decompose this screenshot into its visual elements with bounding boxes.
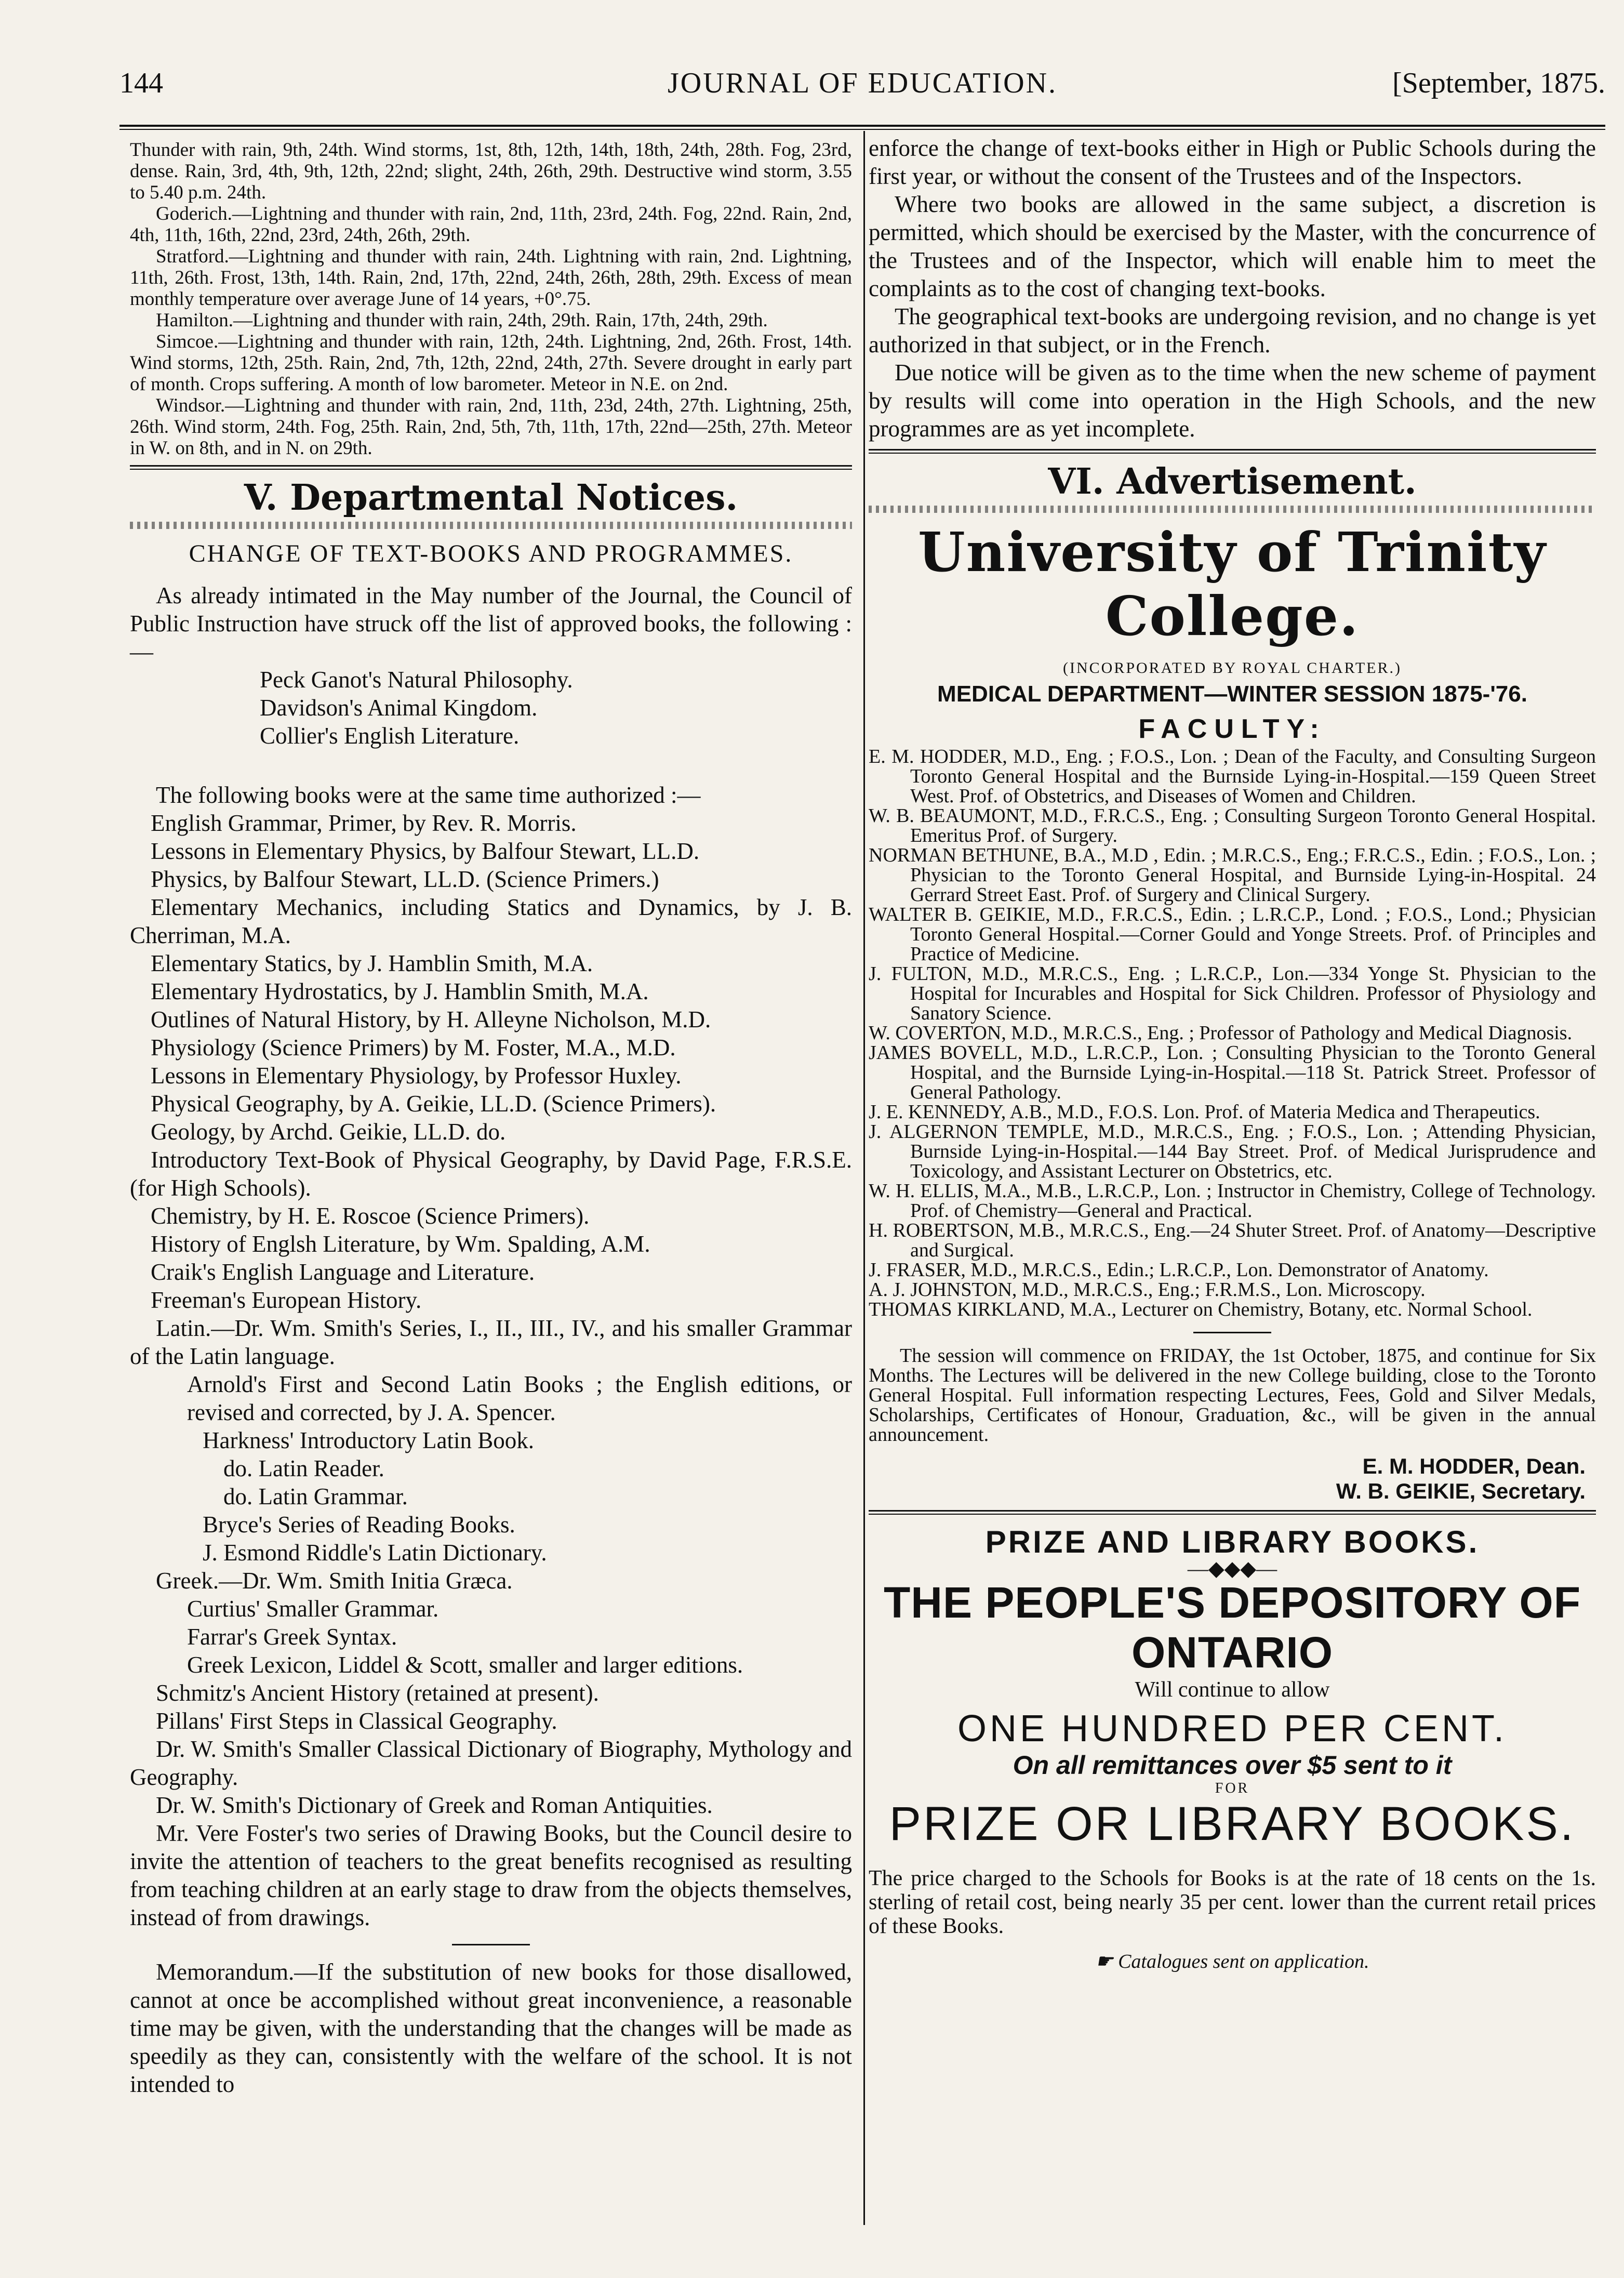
faculty-member: E. M. HODDER, M.D., Eng. ; F.O.S., Lon. ; Dean of the Faculty, and Consulting Surgeon Toronto General Hospital and the Burnside Lying-in-Hospital.—159 Queen Street West. Prof. of Obstetrics, and Diseases of Women and Children. — [869, 746, 1596, 807]
list-item: Curtius' Smaller Grammar. — [187, 1596, 439, 1622]
column-divider — [863, 131, 865, 2225]
memorandum-paragraph: Memorandum.—If the substitution of new books for those disallowed, cannot at once be accomplished without great inconvenience, a reasonable time may be given, with the understanding that the changes will be made as speedily as they can, consistently with the welfare of the school. It is not intended to — [130, 1959, 852, 2097]
list-item: J. Esmond Riddle's Latin Dictionary. — [203, 1540, 547, 1566]
list-item: Geology, by Archd. Geikie, LL.D. do. — [151, 1119, 506, 1145]
list-item: Elementary Hydrostatics, by J. Hamblin Smith, M.A. — [151, 978, 649, 1004]
page-number: 144 — [119, 67, 163, 99]
list-item: Greek Lexicon, Liddel & Scott, smaller and larger editions. — [187, 1652, 743, 1678]
faculty-member: J. FRASER, M.D., M.R.C.S., Edin.; L.R.C.P., Lon. Demonstrator of Anatomy. — [869, 1259, 1489, 1281]
list-item: Davidson's Animal Kingdom. — [260, 695, 538, 721]
signature-dean: E. M. HODDER, Dean. — [1362, 1454, 1586, 1478]
notice-subheading: CHANGE OF TEXT-BOOKS AND PROGRAMMES. — [189, 540, 793, 567]
list-item: Physiology (Science Primers) by M. Foster, M.A., M.D. — [151, 1035, 676, 1061]
paragraph: enforce the change of text-books either in High or Public Schools during the first year, or without the consent of the Trustees and of the Inspectors. — [869, 135, 1596, 189]
for-line: FOR — [1215, 1780, 1250, 1796]
ornamental-rule — [130, 522, 852, 529]
weather-entry: Thunder with rain, 9th, 24th. Wind storms, 1st, 8th, 12th, 14th, 18th, 24th, 28th. Fog, 23rd, dense. Rain, 3rd, 4th, 9th, 12th, 22nd; slight, 24th, 26th, 29th. Destructive wind storm, 3.55 to 5.40 p.m. 24th. — [130, 139, 852, 203]
prize-books-title: PRIZE AND LIBRARY BOOKS. — [985, 1525, 1480, 1559]
incorporated-note: (INCORPORATED BY ROYAL CHARTER.) — [1063, 659, 1402, 677]
faculty-member: NORMAN BETHUNE, B.A., M.D , Edin. ; M.R.C.S., Eng.; F.R.C.S., Edin. ; F.O.S., Lon. ; Physician to the Toronto General Hospital, and Burnside Lying-in-Hospital. 24 Gerrard Street East. Prof. of Surgery and Clinical Surgery. — [869, 844, 1596, 906]
paragraph: The geographical text-books are undergoing revision, and no change is yet authorized in that subject, or in the French. — [869, 303, 1596, 357]
weather-entry: Windsor.—Lightning and thunder with rain, 2nd, 11th, 23d, 24th, 27th. Lightning, 25th, 26th. Wind storm, 24th. Fog, 25th. Rain, 2nd, 5th, 7th, 11th, 17th, 22nd—25th, 27th. Meteor in W. on 8th, and in N. on 29th. — [130, 395, 852, 459]
journal-title: JOURNAL OF EDUCATION. — [667, 67, 1058, 99]
list-item: Farrar's Greek Syntax. — [187, 1624, 397, 1650]
drawing-books-paragraph: Mr. Vere Foster's two series of Drawing Books, but the Council desire to invite the attention of teachers to the great benefits recognised as resulting from teaching children at an early stage to draw from the objects themselves, instead of from drawings. — [130, 1820, 852, 1930]
faculty-member: H. ROBERTSON, M.B., M.R.C.S., Eng.—24 Shuter Street. Prof. of Anatomy—Descriptive and Surgical. — [869, 1220, 1596, 1261]
faculty-member: W. B. BEAUMONT, M.D., F.R.C.S., Eng. ; Consulting Surgeon Toronto General Hospital. Emeritus Prof. of Surgery. — [869, 805, 1596, 846]
section-heading-notices: V. Departmental Notices. — [244, 477, 738, 519]
list-item: Chemistry, by H. E. Roscoe (Science Primers). — [151, 1203, 590, 1229]
header-rule — [119, 125, 1605, 127]
hundred-percent: ONE HUNDRED PER CENT. — [957, 1708, 1508, 1750]
authorized-list — [130, 809, 852, 1314]
faculty-member: J. FULTON, M.D., M.R.C.S., Eng. ; L.R.C.P., Lon.—334 Yonge St. Physician to the Hospital for Incurables and Hospital for Sick Children. Professor of Physiology and Sanatory Science. — [869, 963, 1596, 1024]
running-header — [119, 67, 1605, 103]
university-title: University of Trinity College. — [918, 520, 1547, 648]
list-item: Lessons in Elementary Physics, by Balfour Stewart, LL.D. — [151, 838, 700, 864]
short-rule — [452, 1944, 530, 1945]
list-item: Collier's English Literature. — [260, 723, 520, 749]
section-rule — [130, 465, 852, 470]
paragraph: Where two books are allowed in the same subject, a discretion is permitted, which should be exercised by the Master, with the concurrence of the Trustees and of the Inspector, which will enable him to meet the complaints as to the cost of changing text-books. — [869, 191, 1596, 301]
weather-entry: Simcoe.—Lightning and thunder with rain, 12th, 24th. Lightning, 2nd, 26th. Frost, 14th. Wind storms, 12th, 25th. Rain, 2nd, 7th, 12th, 22nd, 24th, 27th. Severe drought in early part of month. Crops suffering. A month of low barometer. Meteor in N.E. on 2nd. — [130, 331, 852, 395]
price-paragraph: The price charged to the Schools for Books is at the rate of 18 cents on the 1s. sterling of retail cost, being nearly 35 per cent. lower than the current retail prices of these Books. — [869, 1866, 1596, 1938]
list-item: Outlines of Natural History, by H. Alleyne Nicholson, M.D. — [151, 1006, 711, 1032]
list-item: Pillans' First Steps in Classical Geography. — [156, 1708, 557, 1734]
notice-body — [130, 581, 852, 2098]
list-item: English Grammar, Primer, by Rev. R. Morris. — [151, 810, 577, 836]
weather-report — [130, 139, 852, 459]
notice-continued — [869, 134, 1596, 443]
faculty-member: THOMAS KIRKLAND, M.A., Lecturer on Chemistry, Botany, etc. Normal School. — [869, 1299, 1533, 1320]
ornamental-rule — [869, 506, 1596, 513]
faculty-member: W. H. ELLIS, M.A., M.B., L.R.C.P., Lon. ; Instructor in Chemistry, College of Technology. Prof. of Chemistry—General and Practical. — [869, 1180, 1596, 1222]
faculty-member: J. E. KENNEDY, A.B., M.D., F.O.S. Lon. Prof. of Materia Medica and Therapeutics. — [869, 1101, 1540, 1123]
list-item: Freeman's European History. — [151, 1287, 422, 1313]
list-item: Dr. W. Smith's Smaller Classical Dictionary of Biography, Mythology and Geography. — [130, 1736, 852, 1790]
list-item: do. Latin Grammar. — [223, 1484, 408, 1509]
medical-department: MEDICAL DEPARTMENT—WINTER SESSION 1875-'76. — [937, 681, 1527, 707]
list-item: Elementary Mechanics, including Statics and Dynamics, by J. B. Cherriman, M.A. — [130, 894, 852, 948]
faculty-list — [869, 747, 1596, 1319]
list-item: Harkness' Introductory Latin Book. — [203, 1427, 534, 1453]
latin-intro: Latin.—Dr. Wm. Smith's Series, I., II., III., IV., and his smaller Grammar of the Latin language. — [130, 1315, 852, 1369]
weather-entry: Goderich.—Lightning and thunder with rain, 2nd, 11th, 23rd, 24th. Fog, 22nd. Rain, 2nd, 4th, 11th, 16th, 22nd, 23rd, 24th, 26th, 29th. — [130, 203, 852, 246]
weather-entry: Stratford.—Lightning and thunder with rain, 24th. Lightning with rain, 2nd. Lightning, 11th, 26th. Frost, 13th, 14th. Rain, 2nd, 17th, 22nd, 24th, 26th, 28th, 29th. Excess of mean monthly temperature over average June of 14 years, +0°.75. — [130, 246, 852, 310]
continue-line: Will continue to allow — [1135, 1678, 1330, 1702]
session-paragraph: The session will commence on FRIDAY, the 1st October, 1875, and continue for Six Months. The Lectures will be delivered in the new College building, close to the Toronto General Hospital. Full information respecting Lectures, Fees, Gold and Silver Medals, Scholarships, Certificates of Honour, Graduation, &c., will be given in the annual announcement. — [869, 1345, 1596, 1446]
section-rule — [869, 1510, 1596, 1515]
faculty-member: J. ALGERNON TEMPLE, M.D., M.R.C.S., Eng. ; F.O.S., Lon. ; Attending Physician, Burnside Lying-in-Hospital.—144 Bay Street. Prof. of Medical Jurisprudence and Toxicology, and Assistant Lecturer on Obstetrics, etc. — [869, 1121, 1596, 1182]
list-item: Elementary Statics, by J. Hamblin Smith, M.A. — [151, 950, 593, 976]
list-item: History of Englsh Literature, by Wm. Spalding, A.M. — [151, 1231, 650, 1257]
header-rule-thin — [119, 129, 1605, 130]
list-item: Dr. W. Smith's Dictionary of Greek and Roman Antiquities. — [156, 1792, 713, 1818]
faculty-member: A. J. JOHNSTON, M.D., M.R.C.S., Eng.; F.R.M.S., Lon. Microscopy. — [869, 1279, 1426, 1301]
list-item: do. Latin Reader. — [223, 1455, 384, 1481]
faculty-member: W. COVERTON, M.D., M.R.C.S., Eng. ; Professor of Pathology and Medical Diagnosis. — [869, 1022, 1573, 1044]
catalogue-note: ☛ Catalogues sent on application. — [1095, 1951, 1369, 1972]
greek-intro: Greek.—Dr. Wm. Smith Initia Græca. — [156, 1568, 513, 1594]
ornament-divider: —◆◆◆— — [1187, 1557, 1277, 1580]
list-item: Lessons in Elementary Physiology, by Professor Huxley. — [151, 1063, 682, 1089]
short-rule — [1193, 1332, 1271, 1333]
right-column — [869, 134, 1596, 1973]
faculty-heading: FACULTY: — [1138, 714, 1326, 744]
list-item: Physical Geography, by A. Geikie, LL.D. (Science Primers). — [151, 1091, 716, 1117]
list-item: Physics, by Balfour Stewart, LL.D. (Science Primers.) — [151, 866, 659, 892]
left-column — [130, 139, 852, 2098]
prize-library-books: PRIZE OR LIBRARY BOOKS. — [889, 1797, 1576, 1850]
session-notice — [869, 1346, 1596, 1445]
faculty-member: JAMES BOVELL, M.D., L.R.C.P., Lon. ; Consulting Physician to the Toronto General Hospital, and the Burnside Lying-in-Hospital.—118 St. Patrick Street. Professor of General Pathology. — [869, 1042, 1596, 1103]
paragraph: Due notice will be given as to the time when the new scheme of payment by results will come into operation in the High Schools, and the new programmes are as yet incomplete. — [869, 360, 1596, 442]
issue-date: [September, 1875. — [1392, 67, 1605, 99]
intro-paragraph: As already intimated in the May number of the Journal, the Council of Public Instruction have struck off the list of approved books, the following :— — [130, 582, 852, 665]
list-item: Peck Ganot's Natural Philosophy. — [260, 667, 573, 693]
faculty-member: WALTER B. GEIKIE, M.D., F.R.C.S., Edin. ; L.R.C.P., Lond. ; F.O.S., Lond.; Physician Toronto General Hospital.—Corner Gould and Yonge Streets. Prof. of Principles and Practice of Medicine. — [869, 904, 1596, 965]
weather-entry: Hamilton.—Lightning and thunder with rain, 24th, 29th. Rain, 17th, 24th, 29th. — [156, 310, 768, 331]
struck-list — [130, 666, 852, 750]
section-heading-advertisement: VI. Advertisement. — [1048, 461, 1417, 502]
section-rule — [869, 449, 1596, 454]
list-item: Bryce's Series of Reading Books. — [203, 1512, 515, 1538]
list-item: Arnold's First and Second Latin Books ; the English editions, or revised and corrected, by J. A. Spencer. — [187, 1371, 852, 1425]
list-item: Introductory Text-Book of Physical Geography, by David Page, F.R.S.E. (for High Schools). — [130, 1147, 852, 1201]
list-item: Schmitz's Ancient History (retained at present). — [156, 1680, 599, 1706]
signature-secretary: W. B. GEIKIE, Secretary. — [1336, 1479, 1586, 1503]
depository-name: THE PEOPLE'S DEPOSITORY OF ONTARIO — [883, 1578, 1581, 1677]
list-item: Craik's English Language and Literature. — [151, 1259, 535, 1285]
authorized-intro: The following books were at the same time authorized :— — [156, 782, 701, 808]
remittance-line: On all remittances over $5 sent to it — [1013, 1751, 1452, 1780]
